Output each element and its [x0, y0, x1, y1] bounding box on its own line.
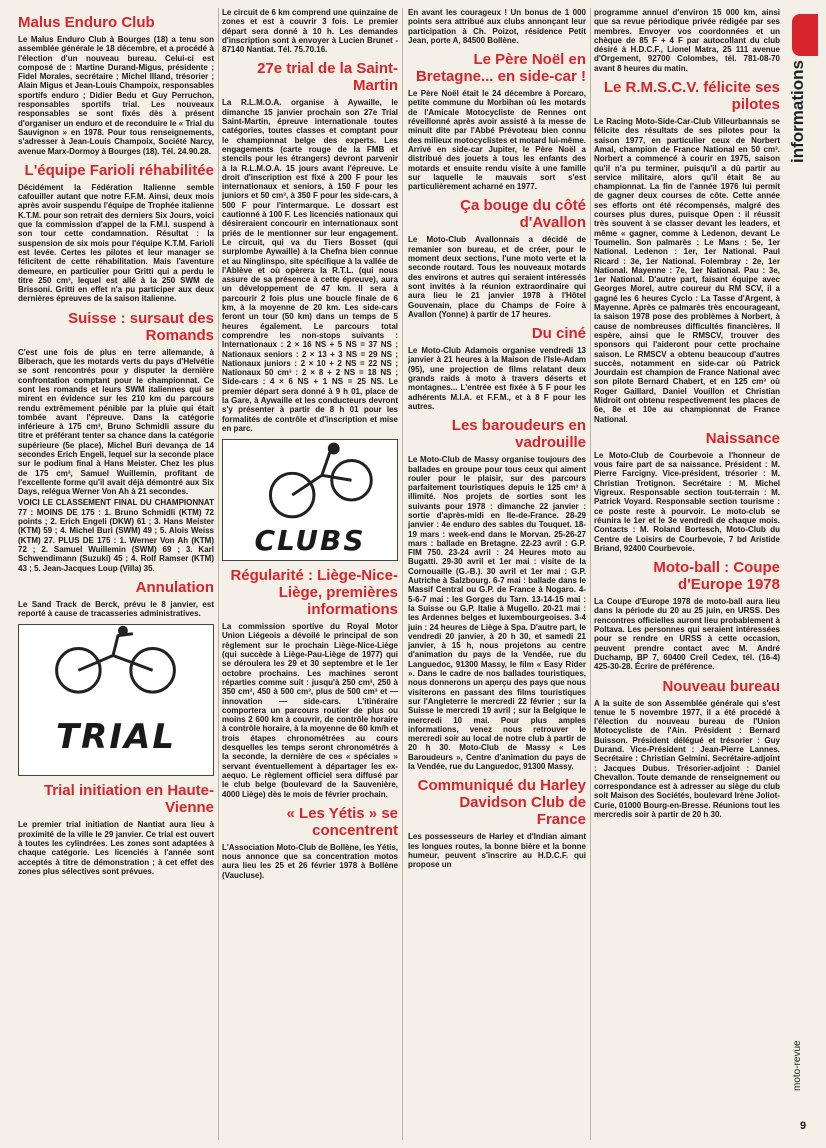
article-body: La Coupe d'Europe 1978 de moto-ball aura lieu dans la période du 20 au 25 juin, en URSS. Des rencontres officielles auront lieu probablement à Poltava. Les personnes qui seraient intéressées pour se rendre en URSS à cette occasion, peuvent prendre contact avec M. André Duchamp, BP 7, 60400 Creil Cedex, tél. (16-4) 425-30-28. Écrire de préférence.	[594, 597, 780, 672]
article-body: Décidément la Fédération Italienne semble cafouiller autant que notre F.F.M. Ainsi, deux mois après avoir suspendu l'équipe de Trophée italienne K.T.M. pour son retrait des derniers Six Jours, voici que la commission d'appel de la F.M.I. suspend à son tour cette condamnation. Résultat : la suspension de six mois pour l'équipe K.T.M. Farioli est levée. Certes les pilotes et leur manager se félicitent de cette réhabilitation. Mais l'aventure demeure, en particulier pour Gritti qui a perdu le titre 250 cm³, lequel est allé à la 250 SWM de Brissoni. Gritti en effet n'a pu participer aux deux dernières épreuves de la saison italienne.	[18, 182, 214, 304]
column-divider	[402, 8, 403, 1140]
article-body: L'Association Moto-Club de Bollène, les Yétis, nous annonce que sa concentration motos aura lieu les 25 et 26 février 1978 à Bollène (Vaucluse).	[222, 842, 398, 880]
article-title: L'équipe Farioli réhabilitée	[24, 161, 214, 179]
article-body: Le Sand Track de Berck, prévu le 8 janvier, est reporté à cause de tracasseries administratives.	[18, 599, 214, 619]
article-title: Les baroudeurs en vadrouille	[451, 417, 586, 452]
article-body: Le circuit de 6 km comprend une quinzaine de zones et est à couvrir 3 fois. Le premier départ sera donné à 10 h. Les demandes d'inscription sont à envoyer à Lucien Brunet - 87140 Nantiat. Tél. 75.70.16.	[222, 8, 398, 55]
section-label: informations	[788, 60, 807, 163]
article-title: Moto-ball : Coupe d'Europe 1978	[653, 559, 780, 594]
article-body: En avant les courageux ! Un bonus de 1 000 points sera attribué aux clubs annonçant leur participation à Ch. Poizot, résidence Petit Jean, porte A, 84500 Bollène.	[408, 8, 586, 45]
article-title: « Les Yétis » se concentrent	[286, 804, 398, 839]
article-body: programme annuel d'environ 15 000 km, ainsi que sa revue périodique privée rédigée par ses membres. Envoyer vos coordonnées et un chèque de 85 F + 4 F par autocollant du club désiré à H.D.C.F., Lionel Matra, 25 111 avenue d'Orgement, 92700 Colombes, tél. 781-08-70 avant 8 heures du matin.	[594, 8, 780, 73]
article-body: Le Moto-Club Avallonnais a décidé de remanier son bureau, et de créer, pour le moment deux sections, l'une moto verte et la seconde routard. Tous les nouveaux motards des environs et autres qui seraient intéressés sont invités à la réunion extraordinaire qui aura lieu le 21 janvier 1978 à l'Hôtel Gouvenain, place du Champs de Foire à Avallon (Yonne) à partir de 17 heures.	[408, 235, 586, 319]
article-body: Le Moto-Club de Massy organise toujours des ballades en groupe pour tous ceux qui aiment rouler pour le plaisir, sur des parcours parfaitement touristiques depuis le 125 cm³ à illimité. Nos projets de sorties sont les suivants pour 1978 : dimanche 22 janvier : sortie d'après-midi en Ile-de-France. 28-29 janvier : 4e enduro des sables du Touquet. 18-19 mars : week-end dans le Morvan. 25-26-27 mars : ballade en Bretagne. 22-23 avril : G.P. FIM 750. 23-24 avril : 24 Heures moto au Bugatti. 29-30 avril et 1er mai : visite de la Cornouaille (G.-B.). 30 avril et 1er mai : G.P. Autriche à Salzbourg. 6-7 mai : ballade dans le Massif Central ou G.P. de France à Nogaro. 4-5-6-7 mai : les Gorges du Tarn. 13-14-15 mai : la Suisse ou G.P. Italie à Mugello. 20-21 mai : les Ardennes belges et luxembourgeoises. 3-4 juin : 24 heures de Liège à Spa. D'autre part, le vendredi 20 janvier, à 20 h 30, et samedi 21 janvier, à 15 h, nous projetons au centre d'animation du pays de la Vendée, rue du Languedoc, 91300 Massy, le film « Easy Rider ». Dans le cadre de nos ballades touristiques, nous donnerons un aperçu des pays que nous visiterons en passant des films touristiques sur l'Angleterre le mercredi 22 février ; sur la Suisse le mercredi 19 avril ; sur la Belgique le mercredi 10 mai. Pour plus amples informations, venez nous retrouver le mercredi soir au local de notre club à partir de 20 h 30. Moto-Club de Massy « Les Baroudeurs », Centre d'animation du pays de la Vendée, rue du Languedoc, 91300 Massy.	[408, 455, 586, 771]
article-body: Le Racing Moto-Side-Car-Club Villeurbannais se félicite des résultats de ses pilotes pour la saison 1977, en particulier ceux de Norbert Amal, champion de France National en 50 cm³. Norbert a commencé à courir en 1975, saison qu'il n'a pu terminer, puisqu'il a dû partir au service militaire, alors qu'il était 8e au championnat. La fin de l'année 1976 lui permit de gagner deux courses de côte. Cette année ses efforts ont été récompensés, malgré des courses plus dures, puisque Open : il réussit très souvent à se classer devant les leaders, et même « gagner, comme à Ledenon, devant Le Toumelin. Son palmarès : Le Mans : 5e, 1er National. Ledenon : 1er, 1er National. Paul Ricard : 3e, 1er National. Folembray : 2e, 1er National. Mayenne : 7e, 1er National. Pau : 3e, 1er National. D'autre part, faisant équipe avec Georges Morel, autre coureur du RM SCV, il a gagné les 6 heures Cyclo : La Tasse d'Argent, à Mayenne. Après ce palmarès très encourageant, la saison 1978 pose des problèmes à Norbert, à cause de nombreuses difficultés financières. Il espère, ainsi que le RMSCV, trouver des sponsors qui l'aideront pour cette prochaine saison. Le RMSCV a obtenu beaucoup d'autres succès, notamment en side-car où Patrick Jourdain est champion de France National avec son pilote Bernard Chabert, et en 125 cm³ où Roger Gaillard, Daniel Vouillon et Christian Midroit ont obtenu respectivement les places de 6e, 8e et 10e au championnat de France National.	[594, 117, 780, 424]
article-body: Le premier trial initiation de Nantiat aura lieu à proximité de la ville le 29 janvier. Ce trial est ouvert à toutes les cylindrées. Les zones sont adaptées à chaque catégorie. Les licenciés à l'année sont acceptés à titre de démonstration ; à cet effet des zones plus sélectives sont prévues.	[18, 820, 214, 876]
column-2	[222, 8, 398, 1144]
article-title: Naissance	[705, 429, 780, 447]
article-title: Suisse : sursaut des Romands	[68, 309, 214, 344]
trial-logo: TRIAL	[55, 717, 176, 758]
article-body: A la suite de son Assemblée générale qui s'est tenue le 5 novembre 1977, il a été procédé à l'élection du nouveau bureau de l'Union Motocycliste de l'Ain. Président : Bernard Buisson. Président délégué et trésorier : Guy Durand. Vice-Président : Jean-Pierre Lannes. Secrétaire : Christian Gelmini. Secrétaire-adjoint : Jacques Dubus. Trésorier-adjoint : Daniel Chevallon. Toute demande de renseignement ou correspondance est à adresser au siège du club soit Maison des Sociétés, boulevard Irène Joliot-Curie, 01000 Bourg-en-Bresse. Réunions tout les mercredis soir à partir de 20 h 30.	[594, 698, 780, 820]
column-1	[18, 8, 214, 1144]
article-body: Le Moto-Club Adamois organise vendredi 13 janvier à 21 heures à la Maison de l'Isle-Adam (95), une projection de films relatant deux grands raids à moto à travers déserts et montagnes... L'entrée est fixée à 5 F pour les adhérents M.I.A. et F.F.M., et à 8 F pour les autres.	[408, 346, 586, 411]
article-title: Du ciné	[531, 325, 586, 343]
article-title: Ça bouge du côté d'Avallon	[460, 197, 586, 232]
article-body: Les possesseurs de Harley et d'Indian aimant les longues routes, la bonne bière et la bonne humeur, peuvent s'inscrire au H.D.C.F. qui propose un	[408, 832, 586, 870]
article-body: La commission sportive du Royal Motor Union Liégeois a dévoilé le principal de son règlement sur le prochain Liège-Nice-Liège (qui succède à Liège-Pau-Liège de 1977) qui se déroulera les 29 et 30 septembre et le 1er octobre prochains. Les machines seront réparties comme suit : jusqu'à 250 cm³, 250 à 350 cm³, 450 à 500 cm³, plus de 500 cm³ et — innovation — side-cars. L'itinéraire comportera un parcours routier de plus ou moins 2 600 km à couvrir, de contrôle horaire à contrôle horaire, à la moyenne de 60 km/h et trois étapes chronométrées au cours desquelles les temps seront chronométrés à la seconde, la dernière de ces « spéciales » servant éventuellement à départager les ex-aequo. Le règlement officiel sera diffusé par le club belge (boulevard de la Sauvenière, 4000 Liège) dès le mois de février prochain.	[222, 622, 398, 799]
column-divider	[590, 8, 591, 1140]
article-title: Régularité : Liège-Nice-Liège, premières informations	[230, 567, 398, 619]
article-title: Nouveau bureau	[662, 677, 780, 695]
column-divider	[218, 8, 219, 1140]
article-title: Trial initiation en Haute-Vienne	[43, 782, 214, 817]
column-4	[594, 8, 780, 1144]
clubs-logo: CLUBS	[254, 524, 366, 558]
column-3	[408, 8, 586, 1144]
article-title: 27e trial de la Saint-Martin	[257, 60, 398, 95]
magazine-name: moto-revue	[792, 1040, 803, 1091]
results-list: VOICI LE CLASSEMENT FINAL DU CHAMPIONNAT 77 : MOINS DE 175 : 1. Bruno Schmidli (KTM) 72 points ; 2. Erich Engeli (DKW) 61 ; 3. Hans Meister (KTM) 59 ; 4. Michel Buri (SWM) 49 ; 5. Alois Weiss (KTM) 27. PLUS DE 175 : 1. Werner Von Ah (KTM) 72 ; 2. Samuel Wuillemin (SWM) 69 ; 3. Karl Schwendimann (Suzuki) 45 ; 4. Rolf Ramser (KTM) 43 ; 5. Jean-Jacques Loup (Villa) 35.	[18, 498, 214, 573]
article-title: Le Père Noël en Bretagne... en side-car !	[415, 51, 586, 86]
article-title: Le R.M.S.C.V. félicite ses pilotes	[603, 79, 780, 114]
trial-illustration	[18, 624, 214, 776]
article-title: Malus Enduro Club	[18, 14, 155, 31]
article-body: C'est une fois de plus en terre allemande, à Biberach, que les motards verts du pays d'Helvétie se sont rencontrés pour y disputer la dernière confrontation comptant pour le championnat. Ce sont les romands et leurs SWM italiennes qui se mirent en évidence sur les 210 km du parcours rendu extrêmement pénible par la pluie qui était tombée avant l'épreuve. Dans la catégorie inférieure à 175 cm³, Bruno Schmidli assure du titre et préférant tenter sa chance dans la catégorie supérieure (5e place), Michel Buri devança de 14 secondes Erich Engeli, lequel sur la seconde place sur le podium final à Hans Meister. Chez les plus de 175 cm³, Samuel Wuillemin, profitant de l'excellente forme qu'il avait déjà démontré aux Six Days, relégua Werner Von Ah à 21 secondes.	[18, 347, 214, 497]
article-body: Le Malus Enduro Club à Bourges (18) a tenu son assemblée générale le 18 décembre, et a procédé à l'élection d'un nouveau bureau. Celui-ci est composé de : Martine Durand-Migus, présidente ; Fidel Morales, secrétaire ; Michel Illand, trésorier ; Alain Migus et Jean-Louis Champoix, responsables sportifs enduro ; Didier Bedu et Guy Perruchon, responsables sportifs trial. Les nouveaux responsables se sont fixés dès à présent d'organiser un enduro et de reconduire le « Trial du Sauvignon » en 1978. Pour tous renseignements, s'adresser à Jean-Louis Champoix, Société Narcy, avenue Marx-Dormoy à Bourges (18). Tél. 24.90.28.	[18, 35, 214, 156]
page-number: 9	[800, 1120, 807, 1132]
section-tab-icon	[792, 14, 818, 56]
article-body: La R.L.M.O.A. organise à Aywaille, le dimanche 15 janvier prochain son 27e Trial Saint-Martin, épreuve internationale toutes catégories, toutes classes et comptant pour le championnat belge des experts. Les engagements (carte rouge de la FMB et stencils pour les étrangers) devront parvenir à la R.L.M.O.A. 15 jours avant l'épreuve. Le droit d'inscription est fixé à 200 F pour les internationaux et seniors, à 150 F pour les juniors et 50 cm³, à 350 F pour les side-cars, à 500 F pour l'intermarque. Le dossart est cautionné à 100 F. Les licenciés nationaux qui désireraient concourir en internationaux sont priés de le mentionner sur leur engagement. Le circuit, qui va du Tiers Bosset (qui surplombe Aywaille) à la Chefna bien connue et au Ninglinspo, site spécifique à la vallée de l'Ablève et où opèrera la R.T.L. (qui nous assure de sa présence à cette épreuve), aura un développement de 47 km. Il sera à parcourir 2 fois plus une boucle finale de 6 km, à la moyenne de 20 km. Les side-cars feront un tour (50 km) dans un temps de 5 heures également. Le parcours total comprendre les non-stops suivants : Internationaux : 2 × 16 NS + 5 NS = 37 NS ; Nationaux seniors : 2 × 13 + 3 NS = 29 NS ; Nationaux juniors : 2 × 10 + 2 NS = 22 NS ; Nationaux 50 cm³ : 2 × 8 + 2 NS = 18 NS ; Side-cars : 4 × 6 NS + 1 NS = 25 NS. Le premier départ sera donné à 9 h 01, place de la Gare, à Aywaille et les conducteurs devront s'y présenter à partir de 8 h 01 pour les formalités de contrôle et d'inscription et mise en parc.	[222, 98, 398, 433]
article-title: Communiqué du Harley Davidson Club de France	[417, 777, 586, 829]
article-title: Annulation	[135, 578, 214, 596]
page-sidebar	[786, 0, 826, 1148]
article-body: Le Père Noël était le 24 décembre à Porcaro, petite commune du Morbihan où les motards de l'Amicale Motocycliste de Rennes ont réveillonné après avoir assisté à la messe de minuit dite par l'Abbé Prévoteau bien connu des milieux motocyclistes et motard lui-même. Arrivé en side-car Jupiter, le Père Noël a distribué des jouets à tous les enfants des motards et ensuite rendu visite à une famille sur laquelle le mauvais sort s'est particulièrement acharné en 1977.	[408, 89, 586, 192]
clubs-illustration	[222, 439, 398, 561]
article-body: Le Moto-Club de Courbevoie a l'honneur de vous faire part de sa naissance. Président : M. Pierre Farcigny. Vice-président, trésorier : M. Christian Trotignon. Secrétaire : M. Michel Vigreux. Responsable section tout-terrain : M. Patrick Voyard. Responsable section tourisme : ce poste reste à pourvoir. Le moto-club se réunira le 1er et le 3e vendredi de chaque mois. Contacts : M. Roland Bortesch, Moto-Club du Centre de Loisirs de Courbevoie, 7 bd Aristide Briand, 92400 Courbevoie.	[594, 450, 780, 553]
